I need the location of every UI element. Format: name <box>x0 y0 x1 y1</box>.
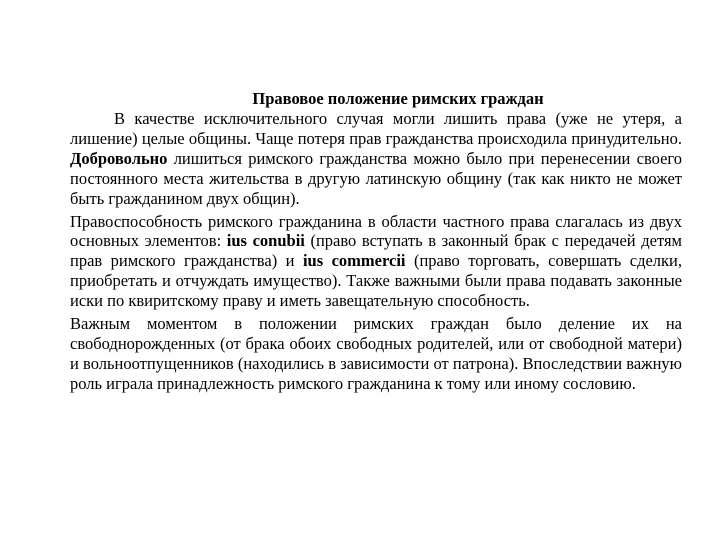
paragraph-2-text-c: (право торговать, совершать сделки, приобретать и отчуждать имущество). Также важными были права подавать законные иски по квиритскому праву и иметь завещательную способность. <box>70 251 683 311</box>
paragraph-3 <box>70 314 682 394</box>
document-title: Правовое положение римских граждан <box>252 89 544 108</box>
paragraph-2-text-b: (право вступать в законный брак с передачей детям прав римского гражданства) и <box>70 231 682 271</box>
paragraph-2 <box>70 212 682 312</box>
paragraph-2-term-commercii: ius commercii <box>302 251 406 271</box>
paragraph-2-text-a: Правоспособность римского гражданина в области частного права слагалась из двух основных элементов: <box>70 211 682 251</box>
text-block <box>70 89 682 394</box>
paragraph-2-term-conubii: ius conubii <box>226 231 305 251</box>
paragraph-1-bold-term: Добровольно <box>70 148 168 168</box>
paragraph-1 <box>70 109 682 209</box>
paragraph-1-text-a: В качестве исключительного случая могли лишить права (уже не утеря, а лишение) целые общины. Чаще потеря прав гражданства происходила принудительно. <box>70 109 682 148</box>
paragraph-1-text-b: лишиться римского гражданства можно было при перенесении своего постоянного места жительства в другую латинскую общину (так как никто не может быть гражданином двух общин). <box>70 148 682 208</box>
paragraph-3-text: Важным моментом в положении римских граждан было деление их на свободнорожденных (от брака обоих свободных родителей, или от свободной матери) и вольноотпущенников (находились в зависимости от патрона). Впоследствии важную роль играла принадлежность римского гражданина к тому или иному сословию. <box>70 314 682 393</box>
